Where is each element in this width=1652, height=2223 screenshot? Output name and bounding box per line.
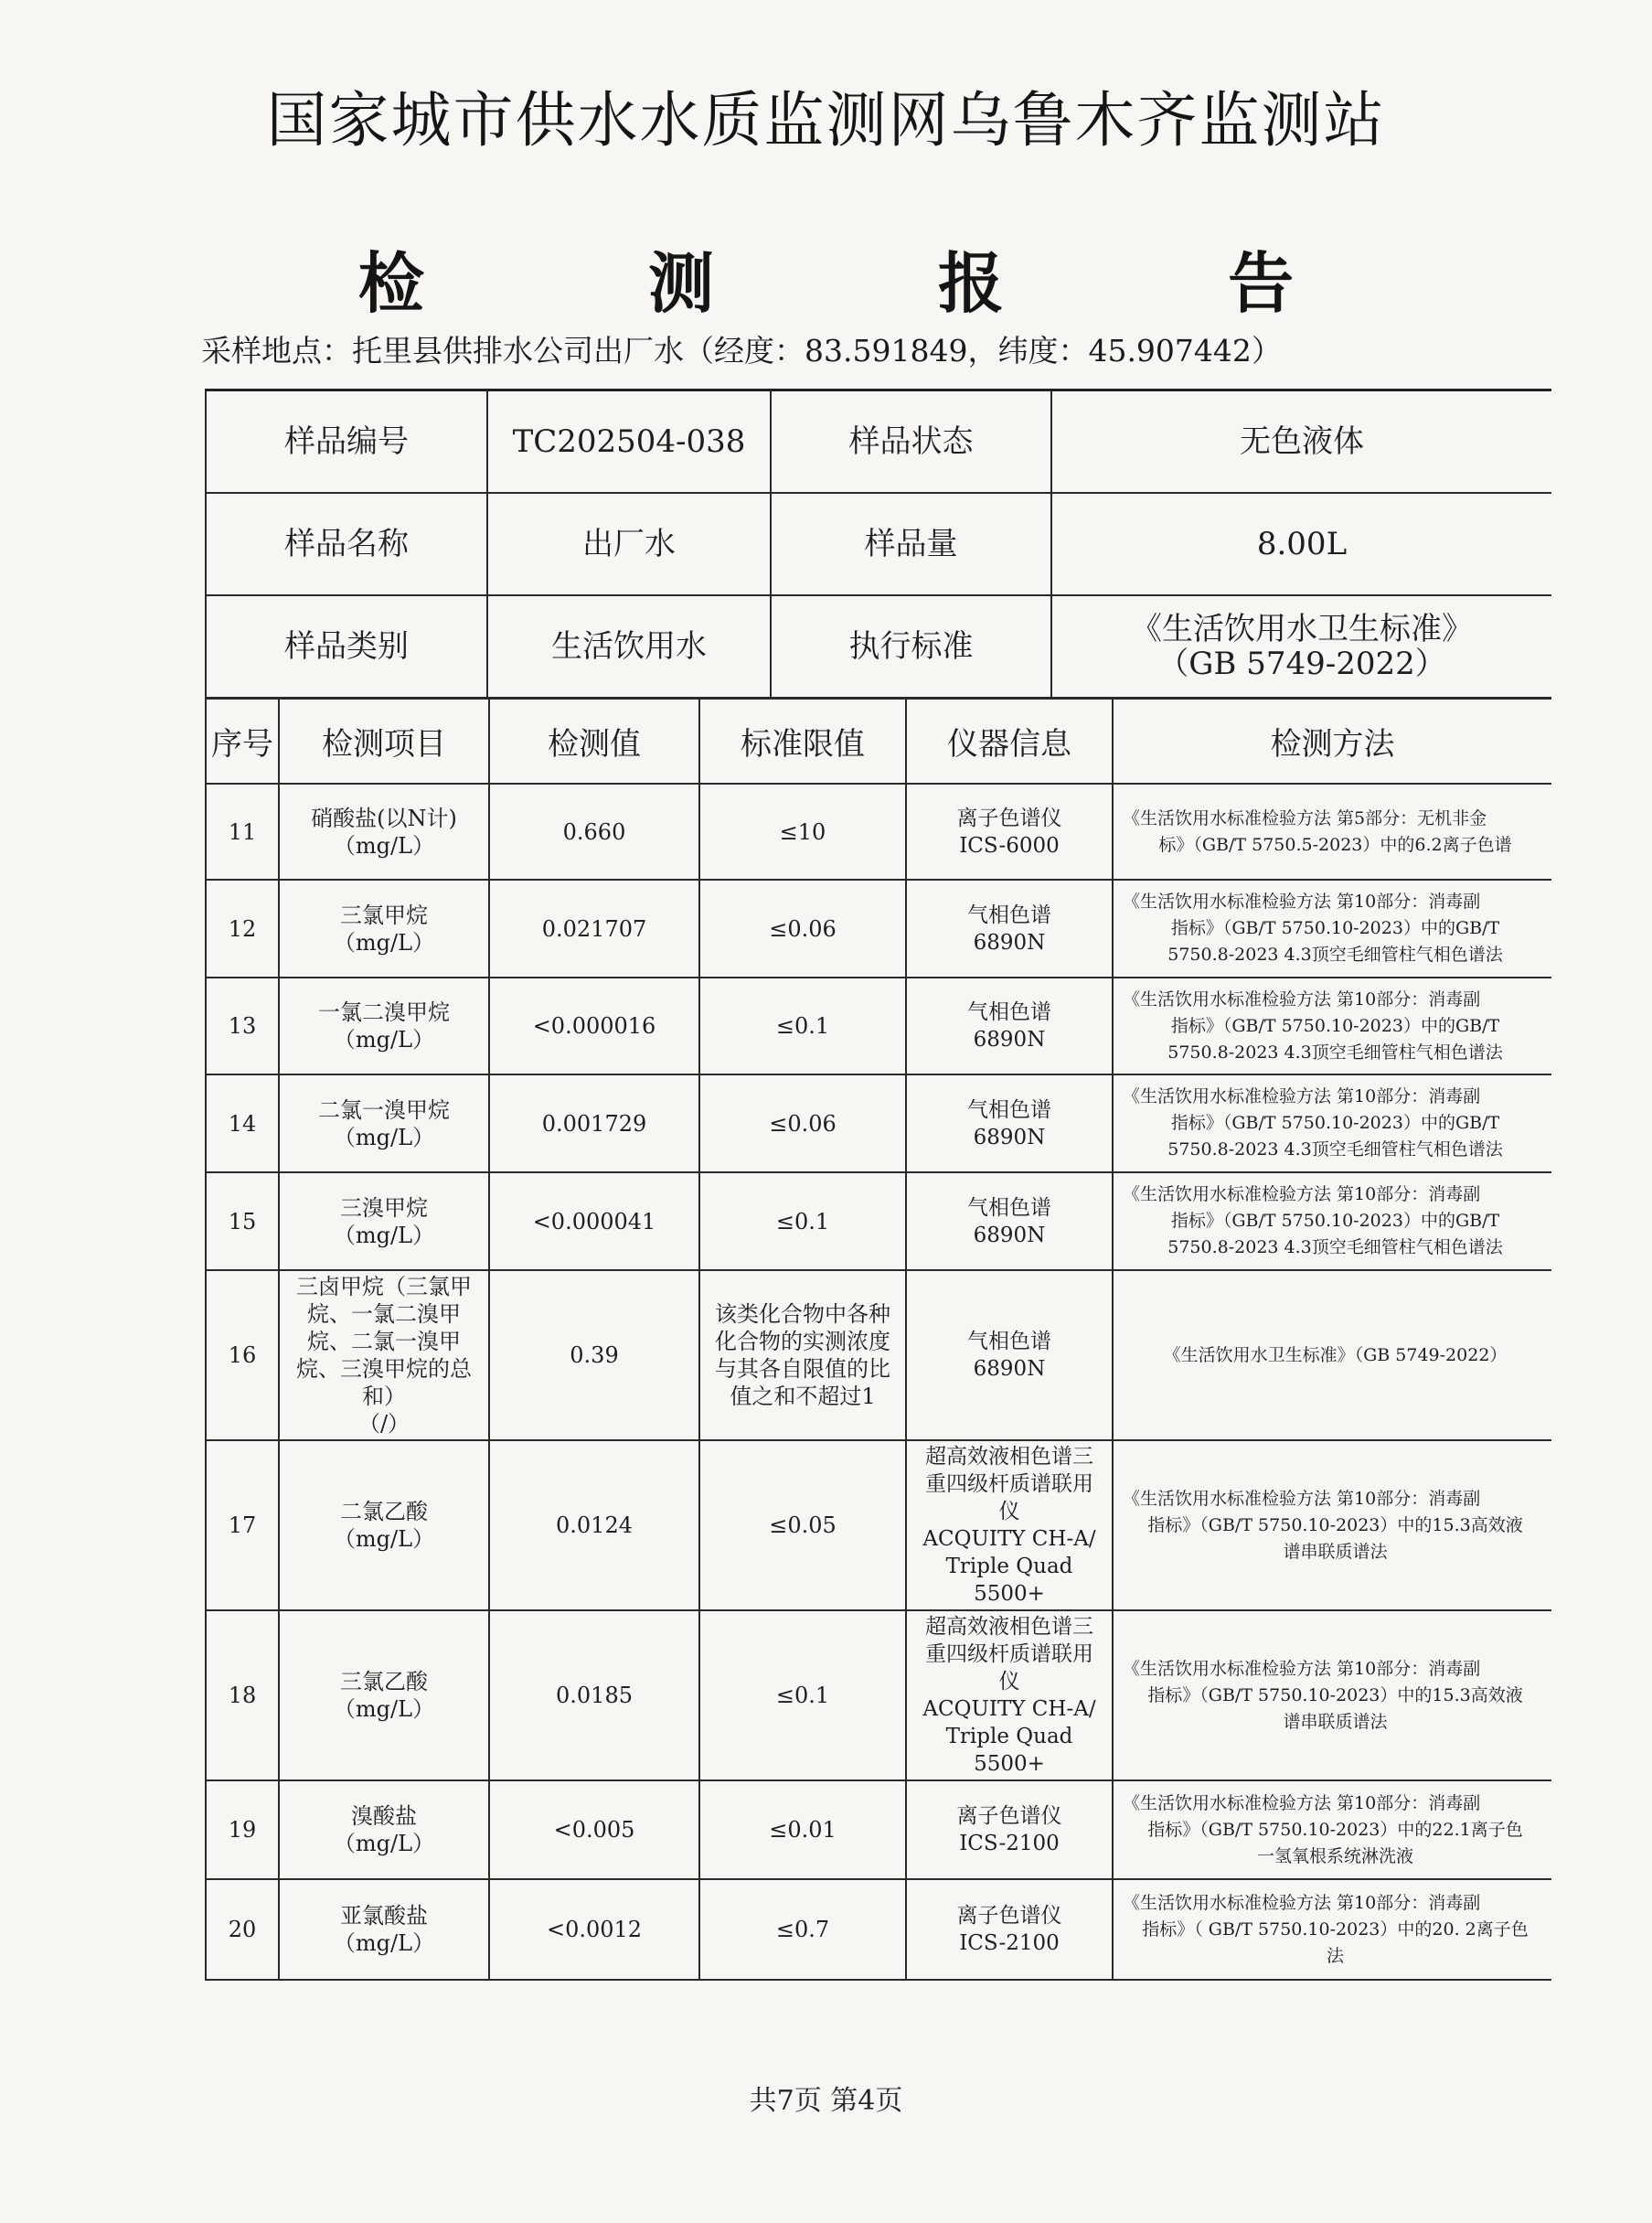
sample-type-value: 生活饮用水 (487, 595, 771, 698)
row-value: 0.001729 (489, 1074, 699, 1172)
row-value: <0.0012 (489, 1879, 699, 1980)
row-instrument (906, 1270, 1113, 1440)
row-instrument (906, 880, 1113, 978)
col-header-method: 检测方法 (1113, 699, 1551, 784)
row-limit-line: ≤0.7 (775, 1917, 830, 1942)
organization-title: 国家城市供水水质监测网乌鲁木齐监测站 (266, 85, 1386, 155)
row-method-line: 《生活饮用水标准检验方法 第10部分：消毒副 (1123, 1792, 1481, 1813)
row-instrument-line: 超高效液相色谱三 (925, 1445, 1093, 1469)
page-number: 共7页 第4页 (749, 2085, 903, 2117)
sample-name-label: 样品名称 (206, 493, 487, 595)
table-row (206, 1610, 1551, 1780)
row-limit-line: ≤0.05 (769, 1512, 837, 1538)
row-number: 14 (206, 1074, 279, 1172)
row-method-line: 《生活饮用水标准检验方法 第10部分：消毒副 (1123, 1658, 1481, 1679)
sample-qty-value: 8.00L (1051, 493, 1551, 595)
row-number: 13 (206, 978, 279, 1074)
row-method (1113, 784, 1551, 880)
row-item (279, 1172, 489, 1270)
row-method (1113, 1780, 1551, 1879)
report-title: 检 测 报 告 (357, 245, 1395, 322)
sampling-location: 采样地点：托里县供排水公司出厂水（经度：83.591849，纬度：45.907442） (201, 333, 1282, 369)
sample-state-label: 样品状态 (771, 390, 1051, 494)
row-limit-line: 与其各自限值的比 (715, 1356, 890, 1382)
row-limit (699, 1172, 906, 1270)
standard-name: 《生活饮用水卫生标准》 (1131, 611, 1473, 647)
row-item-line: （mg/L） (333, 1930, 435, 1956)
results-header-row (206, 699, 1551, 784)
row-item-line: （mg/L） (333, 1831, 435, 1856)
row-instrument (906, 978, 1113, 1074)
row-item (279, 1270, 489, 1440)
row-method-line: 指标》（GB/T 5750.10-2023）中的15.3高效液 (1147, 1514, 1523, 1535)
row-number: 18 (206, 1610, 279, 1780)
row-instrument-line: Triple Quad 5500+ (945, 1725, 1073, 1776)
row-limit-line: ≤0.06 (769, 915, 837, 942)
row-item-line: 一氯二溴甲烷 (318, 999, 450, 1025)
row-method-line: 《生活饮用水卫生标准》（GB 5749-2022） (1163, 1344, 1508, 1365)
row-method (1113, 1440, 1551, 1610)
row-instrument-line: 气相色谱 (967, 903, 1051, 927)
row-number: 16 (206, 1270, 279, 1440)
row-limit (699, 1270, 906, 1440)
row-number: 11 (206, 784, 279, 880)
row-limit-line: ≤0.1 (775, 1208, 830, 1234)
row-method-line: 《生活饮用水标准检验方法 第10部分：消毒副 (1123, 989, 1481, 1010)
table-row (206, 784, 1551, 880)
row-method (1113, 1172, 1551, 1270)
sample-id-value: TC202504-038 (487, 390, 771, 494)
standard-value (1051, 595, 1551, 698)
table-row (206, 1879, 1551, 1980)
row-instrument-line: 离子色谱仪 (956, 806, 1062, 830)
row-method-line: 5750.8-2023 4.3顶空毛细管柱气相色谱法 (1167, 945, 1503, 965)
row-value: 0.660 (489, 784, 699, 880)
row-instrument-line: 6890N (973, 1357, 1046, 1381)
row-item (279, 1074, 489, 1172)
standard-label: 执行标准 (771, 595, 1051, 698)
row-instrument-line: 离子色谱仪 (956, 1804, 1062, 1828)
row-limit (699, 1879, 906, 1980)
row-method-line: 《生活饮用水标准检验方法 第10部分：消毒副 (1123, 1086, 1481, 1106)
row-item-line: 三氯甲烷 (340, 902, 428, 928)
row-limit-line: ≤0.01 (769, 1817, 837, 1843)
row-instrument-line: 6890N (973, 1223, 1046, 1247)
row-item-line: 硝酸盐(以N计) (311, 805, 457, 831)
row-item-line: 溴酸盐 (351, 1803, 417, 1829)
row-method-line: 《生活饮用水标准检验方法 第10部分：消毒副 (1123, 1184, 1481, 1204)
row-method-line: 指标》（GB/T 5750.10-2023）中的GB/T (1170, 1015, 1500, 1036)
row-item-line: （mg/L） (333, 1526, 435, 1552)
row-item (279, 1879, 489, 1980)
row-method-line: 标》（GB/T 5750.5-2023）中的6.2离子色谱 (1158, 834, 1512, 855)
col-header-item: 检测项目 (279, 699, 489, 784)
row-instrument-line: Triple Quad 5500+ (945, 1555, 1073, 1606)
row-value: <0.000041 (489, 1172, 699, 1270)
table-row (206, 1440, 1551, 1610)
row-number: 15 (206, 1172, 279, 1270)
row-number: 20 (206, 1879, 279, 1980)
row-instrument-line: 6890N (973, 1125, 1046, 1149)
table-row (206, 1780, 1551, 1879)
row-item-line: 二氯一溴甲烷 (318, 1096, 450, 1123)
row-item-line: （mg/L） (333, 1124, 435, 1150)
row-limit-line: ≤0.1 (775, 1683, 830, 1708)
row-method-line: 一氢氧根系统淋洗液 (1256, 1845, 1413, 1866)
row-item (279, 1780, 489, 1879)
table-row (206, 1074, 1551, 1172)
row-item-line: 烷、一氯二溴甲 (307, 1301, 461, 1327)
row-method-line: 谱串联质谱法 (1283, 1541, 1388, 1562)
row-item-line: （mg/L） (333, 929, 435, 956)
row-method-line: 指标》（GB/T 5750.10-2023）中的22.1离子色 (1147, 1819, 1523, 1840)
row-method (1113, 1270, 1551, 1440)
row-instrument-line: 超高效液相色谱三 (925, 1615, 1093, 1639)
row-limit-line: 化合物的实测浓度 (715, 1329, 890, 1354)
row-item (279, 1610, 489, 1780)
col-header-instrument: 仪器信息 (906, 699, 1113, 784)
row-instrument-line: ICS-6000 (959, 833, 1060, 858)
row-value: 0.39 (489, 1270, 699, 1440)
row-method (1113, 978, 1551, 1074)
row-value: <0.005 (489, 1780, 699, 1879)
row-method-line: 谱串联质谱法 (1283, 1711, 1388, 1732)
row-method-line: 指标》（GB/T 5750.10-2023）中的GB/T (1170, 918, 1500, 938)
col-header-limit: 标准限值 (699, 699, 906, 784)
row-item-line: 三氯乙酸 (340, 1669, 428, 1694)
row-method-line: 指标》（ GB/T 5750.10-2023）中的20. 2离子色 (1142, 1918, 1529, 1940)
row-item-line: （/） (357, 1411, 410, 1437)
row-number: 12 (206, 880, 279, 978)
row-item-line: 二氯乙酸 (340, 1499, 428, 1524)
row-instrument-line: ACQUITY CH-A/ (922, 1697, 1096, 1721)
col-header-value: 检测值 (489, 699, 699, 784)
row-limit-line: 值之和不超过1 (730, 1384, 876, 1409)
row-instrument (906, 1440, 1113, 1610)
row-instrument-line: 仪 (998, 1670, 1020, 1694)
row-instrument-line: 6890N (973, 930, 1046, 955)
row-method (1113, 1610, 1551, 1780)
sample-id-label: 样品编号 (206, 390, 487, 494)
row-instrument-line: 6890N (973, 1028, 1046, 1052)
row-value: <0.000016 (489, 978, 699, 1074)
row-limit (699, 1074, 906, 1172)
row-method-line: 5750.8-2023 4.3顶空毛细管柱气相色谱法 (1167, 1042, 1503, 1063)
row-number: 17 (206, 1440, 279, 1610)
row-item (279, 978, 489, 1074)
row-item-line: （mg/L） (333, 1222, 435, 1248)
table-row (206, 1172, 1551, 1270)
row-item-line: 三卤甲烷（三氯甲 (296, 1274, 472, 1299)
row-instrument-line: 仪 (998, 1500, 1020, 1523)
row-limit-line: 该类化合物中各种 (715, 1301, 890, 1327)
row-instrument-line: ICS-2100 (959, 1832, 1060, 1855)
row-instrument (906, 784, 1113, 880)
row-limit-line: ≤0.1 (775, 1013, 830, 1039)
row-instrument (906, 1610, 1113, 1780)
sample-qty-label: 样品量 (771, 493, 1051, 595)
results-body (206, 784, 1551, 1980)
row-limit (699, 1610, 906, 1780)
row-limit (699, 784, 906, 880)
row-item-line: （mg/L） (333, 832, 435, 859)
row-instrument-line: 气相色谱 (967, 1330, 1051, 1353)
row-limit (699, 1780, 906, 1879)
row-method-line: 法 (1326, 1945, 1344, 1966)
info-row (206, 595, 1551, 698)
row-instrument-line: 气相色谱 (967, 1097, 1051, 1122)
row-method-line: 《生活饮用水标准检验方法 第5部分：无机非金 (1123, 807, 1487, 828)
row-limit (699, 978, 906, 1074)
row-limit-line: ≤0.06 (769, 1110, 837, 1137)
row-item-line: 三溴甲烷 (340, 1194, 428, 1221)
row-item-line: （mg/L） (333, 1027, 435, 1053)
row-instrument-line: 气相色谱 (967, 1195, 1051, 1220)
row-method (1113, 1074, 1551, 1172)
table-row (206, 978, 1551, 1074)
sample-info-table (205, 389, 1551, 699)
row-limit (699, 880, 906, 978)
info-row (206, 493, 1551, 595)
row-value: 0.021707 (489, 880, 699, 978)
row-instrument-line: 离子色谱仪 (956, 1904, 1062, 1928)
sample-name-value: 出厂水 (487, 493, 771, 595)
sample-state-value: 无色液体 (1051, 390, 1551, 494)
row-instrument-line: 重四级杆质谱联用 (925, 1642, 1093, 1666)
row-method-line: 《生活饮用水标准检验方法 第10部分：消毒副 (1123, 1488, 1481, 1509)
col-header-no: 序号 (206, 699, 279, 784)
row-method-line: 指标》（GB/T 5750.10-2023）中的15.3高效液 (1147, 1684, 1523, 1705)
row-instrument (906, 1172, 1113, 1270)
row-item-line: 烷、二氯一溴甲 (307, 1329, 461, 1354)
row-item-line: 亚氯酸盐 (340, 1903, 428, 1929)
table-row (206, 1270, 1551, 1440)
results-table (205, 698, 1551, 1981)
standard-code: （GB 5749-2022） (1157, 646, 1446, 682)
row-instrument-line: ACQUITY CH-A/ (922, 1527, 1096, 1551)
row-method-line: 5750.8-2023 4.3顶空毛细管柱气相色谱法 (1167, 1237, 1503, 1257)
sample-type-label: 样品类别 (206, 595, 487, 698)
row-method (1113, 880, 1551, 978)
row-value: 0.0124 (489, 1440, 699, 1610)
row-limit-line: ≤10 (779, 818, 826, 845)
row-number: 19 (206, 1780, 279, 1879)
row-instrument-line: 重四级杆质谱联用 (925, 1472, 1093, 1496)
row-instrument (906, 1879, 1113, 1980)
row-instrument-line: 气相色谱 (967, 1000, 1051, 1024)
row-method-line: 《生活饮用水标准检验方法 第10部分：消毒副 (1123, 892, 1481, 912)
row-item-line: （mg/L） (333, 1696, 435, 1722)
row-item-line: 和） (362, 1384, 406, 1409)
row-instrument-line: ICS-2100 (959, 1931, 1060, 1955)
info-row (206, 390, 1551, 494)
table-row (206, 880, 1551, 978)
row-method-line: 指标》（GB/T 5750.10-2023）中的GB/T (1170, 1211, 1500, 1231)
row-method-line: 指标》（GB/T 5750.10-2023）中的GB/T (1170, 1113, 1500, 1133)
row-method (1113, 1879, 1551, 1980)
row-limit (699, 1440, 906, 1610)
row-instrument (906, 1074, 1113, 1172)
row-item-line: 烷、三溴甲烷的总 (296, 1356, 472, 1382)
row-method-line: 5750.8-2023 4.3顶空毛细管柱气相色谱法 (1167, 1139, 1503, 1160)
row-instrument (906, 1780, 1113, 1879)
row-item (279, 1440, 489, 1610)
row-item (279, 784, 489, 880)
row-value: 0.0185 (489, 1610, 699, 1780)
row-method-line: 《生活饮用水标准检验方法 第10部分：消毒副 (1123, 1892, 1481, 1913)
row-item (279, 880, 489, 978)
